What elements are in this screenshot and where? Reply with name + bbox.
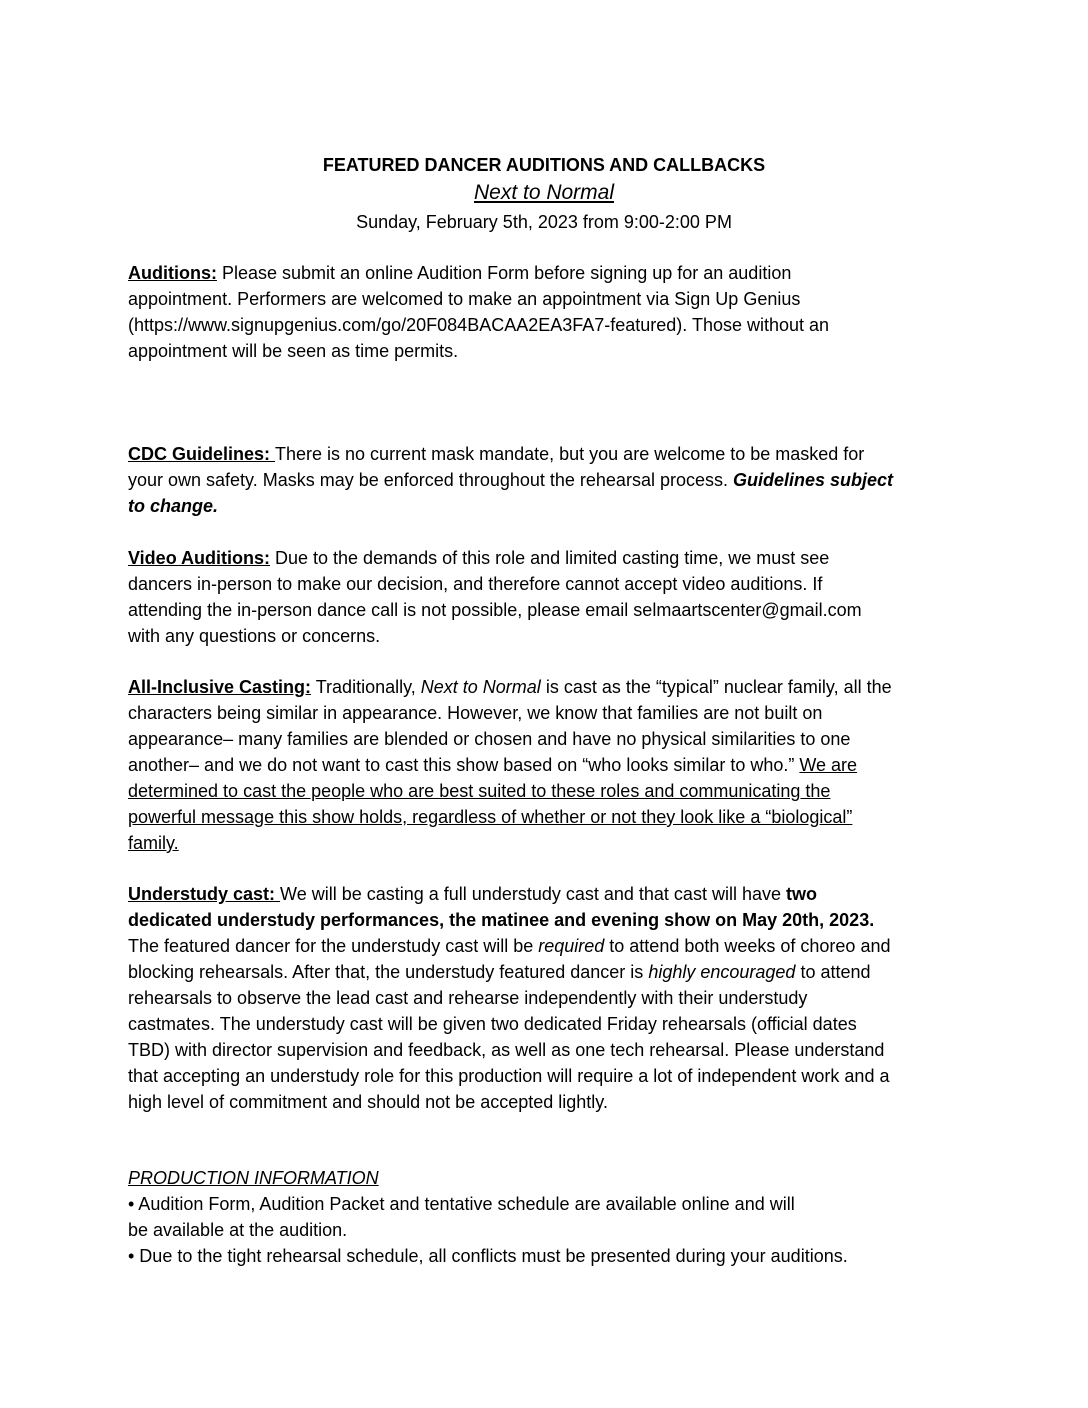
- production-bullet-1-cont: be available at the audition.: [128, 1220, 348, 1240]
- understudy-text: We will be casting a full understudy cast and that cast will have: [280, 884, 786, 904]
- inclusive-show-name: Next to Normal: [420, 677, 541, 697]
- understudy-line-1: [128, 881, 968, 907]
- inclusive-heading: All-Inclusive Casting:: [128, 677, 312, 697]
- audition-date: Sunday, February 5th, 2023 from 9:00-2:00 PM: [356, 212, 732, 232]
- auditions-line-3: (https://www.signupgenius.com/go/20F084BACAA2EA3FA7-featured). Those without an: [128, 315, 830, 335]
- cdc-text: There is no current mask mandate, but you are welcome to be masked for: [275, 444, 865, 464]
- understudy-section: [128, 881, 968, 1115]
- cdc-emphasis: Guidelines subject: [732, 470, 894, 490]
- inclusive-line-2: characters being similar in appearance. However, we know that families are not built on: [128, 703, 823, 723]
- auditions-heading: Auditions:: [128, 263, 217, 283]
- show-title: Next to Normal: [473, 181, 615, 204]
- auditions-line-1: [128, 260, 968, 286]
- video-line-2: dancers in-person to make our decision, and therefore cannot accept video auditions. If: [128, 574, 823, 594]
- video-line-1: [128, 545, 968, 571]
- auditions-line-4: appointment will be seen as time permits.: [128, 341, 459, 361]
- auditions-section: [128, 260, 968, 364]
- inclusive-line-3: appearance– many families are blended or chosen and have no physical similarities to one: [128, 729, 851, 749]
- understudy-line-7: TBD) with director supervision and feedback, as well as one tech rehearsal. Please understand: [128, 1040, 885, 1060]
- inclusive-line-7: family.: [128, 833, 179, 853]
- auditions-line-2: appointment. Performers are welcomed to make an appointment via Sign Up Genius: [128, 289, 801, 309]
- inclusive-text-3: another– and we do not want to cast this show based on “who looks similar to who.”: [128, 755, 800, 775]
- production-section: [128, 1165, 968, 1269]
- understudy-heading: Understudy cast:: [128, 884, 281, 904]
- video-text: Due to the demands of this role and limited casting time, we must see: [270, 548, 830, 568]
- understudy-line-8: that accepting an understudy role for this production will require a lot of independent work and a: [128, 1066, 890, 1086]
- cdc-section: [128, 441, 968, 519]
- understudy-text-3b: to attend both weeks of choreo and: [604, 936, 891, 956]
- understudy-required: required: [538, 936, 605, 956]
- understudy-text-4a: blocking rehearsals. After that, the understudy featured dancer is: [128, 962, 649, 982]
- cdc-line-1: [128, 441, 968, 467]
- understudy-encouraged: highly encouraged: [648, 962, 796, 982]
- inclusive-line-5: determined to cast the people who are best suited to these roles and communicating the: [128, 781, 831, 801]
- cdc-text-2: your own safety. Masks may be enforced throughout the rehearsal process.: [128, 470, 733, 490]
- understudy-line-2: dedicated understudy performances, the matinee and evening show on May 20th, 2023.: [128, 910, 875, 930]
- video-section: [128, 545, 968, 649]
- cdc-line-2: [128, 467, 968, 493]
- production-heading: PRODUCTION INFORMATION: [128, 1168, 379, 1188]
- inclusive-text-2: is cast as the “typical” nuclear family, all the: [540, 677, 892, 697]
- auditions-text: Please submit an online Audition Form before signing up for an audition: [216, 263, 792, 283]
- cdc-line-3: to change.: [128, 496, 219, 516]
- understudy-line-3: [128, 933, 968, 959]
- inclusive-line-1: [128, 674, 968, 700]
- understudy-line-6: castmates. The understudy cast will be given two dedicated Friday rehearsals (official dates: [128, 1014, 857, 1034]
- inclusive-line-6: powerful message this show holds, regardless of whether or not they look like a “biological”: [128, 807, 853, 827]
- video-line-4: with any questions or concerns.: [128, 626, 381, 646]
- inclusive-underlined-start: We are: [799, 755, 858, 775]
- document-title: FEATURED DANCER AUDITIONS AND CALLBACKS: [322, 155, 766, 175]
- cdc-heading: CDC Guidelines:: [128, 444, 276, 464]
- understudy-line-9: high level of commitment and should not be accepted lightly.: [128, 1092, 608, 1112]
- inclusive-line-4: [128, 752, 968, 778]
- understudy-line-5: rehearsals to observe the lead cast and rehearse independently with their understudy: [128, 988, 808, 1008]
- understudy-line-4: [128, 959, 968, 985]
- production-bullet-1: • Audition Form, Audition Packet and tentative schedule are available online and will: [128, 1194, 795, 1214]
- inclusive-section: [128, 674, 968, 856]
- video-heading: Video Auditions:: [128, 548, 270, 568]
- understudy-bold-start: two: [785, 884, 817, 904]
- production-bullet-2: • Due to the tight rehearsal schedule, all conflicts must be presented during your auditions.: [128, 1246, 848, 1266]
- video-line-3: attending the in-person dance call is not possible, please email selmaartscenter@gmail.com: [128, 600, 862, 620]
- inclusive-text: Traditionally,: [311, 677, 421, 697]
- understudy-text-3a: The featured dancer for the understudy cast will be: [128, 936, 539, 956]
- understudy-text-4b: to attend: [795, 962, 871, 982]
